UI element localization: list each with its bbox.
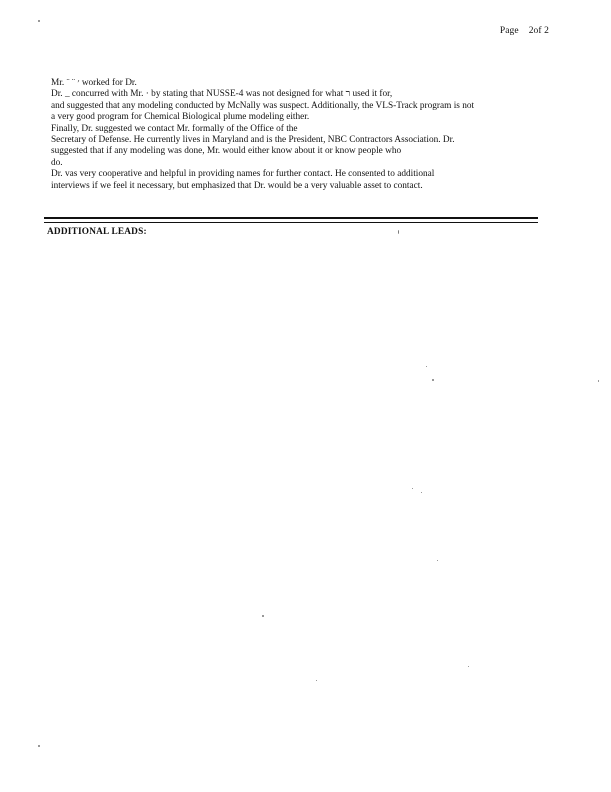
scan-speck [421, 492, 422, 493]
text-line: suggested that if any modeling was done, Mr. would either know about it or know people who [51, 146, 402, 157]
paragraph-suggested-contact [51, 124, 543, 170]
scan-speck [432, 379, 434, 381]
scan-speck [262, 615, 264, 617]
text-line: Mr. ¨ ¨ ׳ worked for Dr. [51, 78, 137, 88]
scan-speck [38, 745, 40, 747]
page-number: 2of 2 [528, 26, 549, 36]
scan-speck [437, 560, 438, 561]
additional-leads-heading: ADDITIONAL LEADS: [47, 227, 147, 237]
text-line: do. [51, 157, 63, 168]
section-divider-thick [44, 217, 538, 219]
text-line: Dr. vas very cooperative and helpful in providing names for further contact. He consented to additional [51, 169, 435, 180]
text-line: Dr. _ concurred with Mr. · by stating that NUSSE-4 was not designed for what ר used it for, [51, 89, 393, 100]
text-line: and suggested that any modeling conducted by McNally was suspect. Additionally, the VLS-Track program is not [51, 100, 475, 111]
text-line: a very good program for Chemical Biological plume modeling either. [51, 112, 310, 123]
scan-speck [426, 366, 427, 367]
text-line: interviews if we feel it necessary, but emphasized that Dr. would be a very valuable asset to contact. [51, 180, 423, 191]
paragraph-nusse-assessment [51, 89, 543, 123]
scan-speck [38, 20, 40, 22]
paragraph-worked-for [51, 78, 543, 89]
scan-speck [316, 680, 317, 681]
text-line: Finally, Dr. suggested we contact Mr. formally of the Office of the [51, 123, 298, 134]
page-header [500, 26, 549, 36]
scan-speck [398, 230, 399, 234]
page-label: Page [499, 26, 519, 36]
section-divider-thin [44, 222, 538, 223]
scan-speck [412, 488, 413, 489]
paragraph-cooperation [51, 169, 543, 192]
text-line: Secretary of Defense. He currently lives in Maryland and is the President, NBC Contractors Association. Dr. [51, 135, 455, 146]
interview-notes [51, 78, 543, 192]
scan-speck [598, 380, 599, 382]
scan-speck [468, 666, 469, 667]
